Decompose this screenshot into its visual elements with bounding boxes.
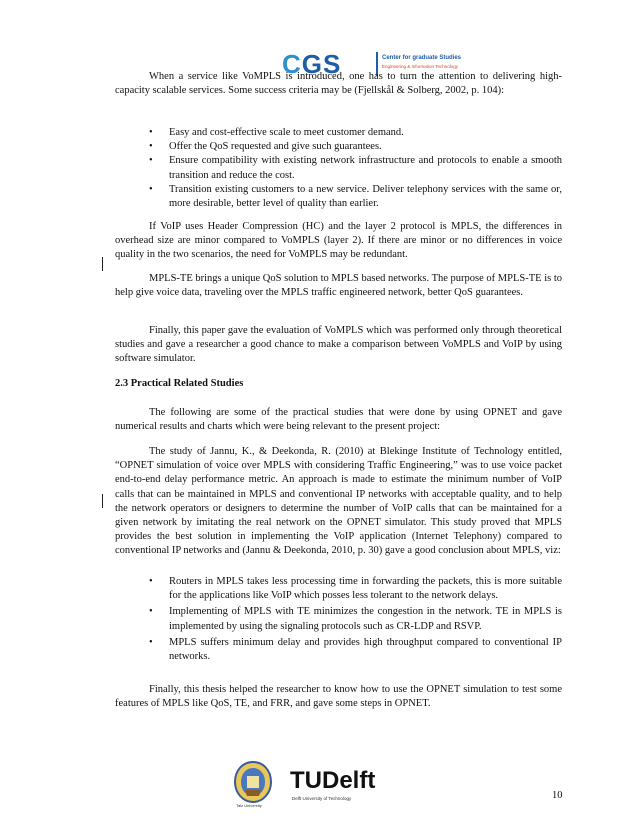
tudelft-tu: TU <box>290 767 322 794</box>
paragraph: The study of Jannu, K., & Deekonda, R. (2010) at Blekinge Institute of Technology entitled, “OPNET simulation of voice over MPLS with considering Traffic Engineering,” was to use voice packet end-to-end delay performance metric. An approach is made to estimate the minimum number of VoIP calls that can be maintained in MPLS and conventional IP networks with acceptable quality, and to help the network operators or designers to determine the number of VoIP calls that can be maintained for a given network by imitating the real network on the OPNET simulator. This study proved that MPLS provides the best solution in implementing the VoIP application (Internet Telephony) compared to conventional IP networks and (Jannu & Deekonda, 2010, p. 30) gave a good conclusion about MPLS, viz: <box>115 446 562 557</box>
bullet-icon: • <box>149 636 153 648</box>
page-number: 10 <box>552 790 563 801</box>
section-heading: 2.3 Practical Related Studies <box>115 378 244 389</box>
bullet-icon: • <box>149 127 153 138</box>
bullet-icon: • <box>149 183 153 195</box>
tudelft-delft: Delft <box>322 767 376 794</box>
paragraph: Finally, this thesis helped the researcher to know how to use the OPNET simulation to test some features of MPLS like QoS, TE, and FRR, and gave some steps in OPNET. <box>115 684 562 710</box>
tudelft-logo <box>290 768 375 794</box>
bullet-icon: • <box>149 155 153 167</box>
university-seal-icon <box>232 760 274 804</box>
paragraph: When a service like VoMPLS is introduced, one has to turn the attention to delivering high-capacity scalable services. Some success criteria may be (Fjellskål & Solberg, 2002, p. 104): <box>115 71 562 97</box>
list-item: • Easy and cost-effective scale to meet customer demand. <box>149 126 562 140</box>
revision-bar <box>102 257 103 271</box>
paragraph: If VoIP uses Header Compression (HC) and the layer 2 protocol is MPLS, the differences in overhead size are minor compared to VoMPLS (layer 2). If there are minor or no differences in voice quality in the two scenarios, the need for VoMPLS may be redundant. <box>115 221 562 261</box>
logo-letter: G <box>301 49 324 79</box>
bullet-list <box>149 575 562 664</box>
paragraph: The following are some of the practical studies that were done by using OPNET and gave numerical results and charts which were being relevant to the present project: <box>115 407 562 433</box>
bullet-list <box>149 126 562 211</box>
list-item: • Ensure compatibility with existing network infrastructure and protocols to enable a smooth transition and reduce the cost. <box>149 155 562 181</box>
bullet-icon: • <box>149 576 153 587</box>
list-item: • Offer the QoS requested and give such guarantees. <box>149 140 562 154</box>
logo-tagline: Engineering & Information Technology <box>382 64 458 69</box>
list-item: • Transition existing customers to a new service. Deliver telephony services with the same or, more desirable, better level of quality than earlier. <box>149 183 562 210</box>
tudelft-subtitle: Delft University of Technology <box>292 796 352 801</box>
list-item: • MPLS suffers minimum delay and provides high throughput compared to conventional IP networks. <box>149 636 562 663</box>
list-item: • Implementing of MPLS with TE minimizes the congestion in the network. TE in MPLS is implemented by using the signaling protocols such as CR-LDP and RSVP. <box>149 606 562 632</box>
paragraph: Finally, this paper gave the evaluation of VoMPLS which was performed only through theoretical studies and gave a researcher a good chance to make a comparison between VoMPLS and VoIP by using software simulator. <box>115 325 562 365</box>
logo-letter: C <box>282 49 302 79</box>
list-item: • Routers in MPLS takes less processing time in forwarding the packets, this is more suitable for the applications like VoIP which posses less tolerant to the network delays. <box>149 576 562 602</box>
revision-bar <box>102 494 103 508</box>
logo-subtitle: Center for graduate Studies <box>382 55 462 61</box>
logo-letter: S <box>323 49 342 79</box>
university-label: Taiz University <box>236 803 262 808</box>
paragraph: MPLS-TE brings a unique QoS solution to MPLS based networks. The purpose of MPLS-TE is to help give voice data, traveling over the MPLS traffic engineered network, better QoS guarantees. <box>115 273 562 299</box>
bullet-icon: • <box>149 606 153 618</box>
bullet-icon: • <box>149 141 153 153</box>
